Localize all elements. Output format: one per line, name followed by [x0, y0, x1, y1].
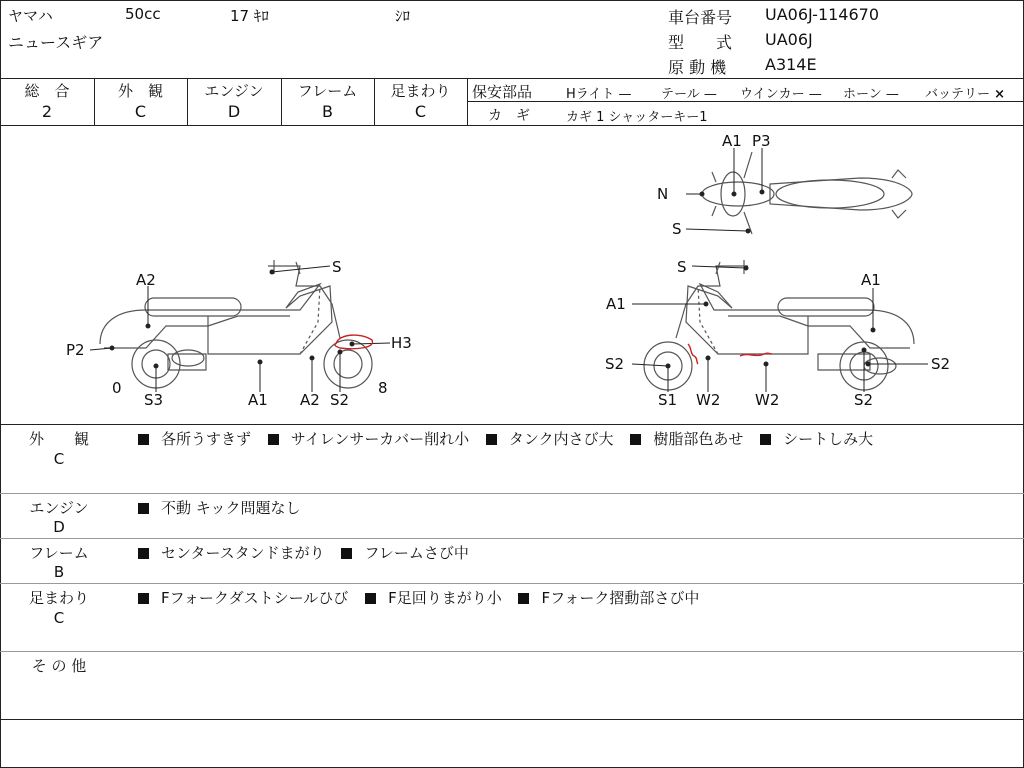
label-left-a1: A1 [248, 391, 268, 409]
grade-engine-value: D [227, 102, 241, 121]
displacement: 50cc [125, 5, 161, 23]
remarks-bottom-rule [0, 719, 1024, 720]
frame-no-label: 車台番号 [668, 8, 733, 27]
label-left-zero: 0 [112, 379, 122, 397]
label-top-p3: P3 [752, 132, 771, 150]
label-left-a2-top: A2 [136, 271, 156, 289]
safety-battery: バッテリー × [925, 87, 1006, 102]
remark-exterior-category: 外 観 [28, 430, 89, 448]
bullet-icon [518, 593, 529, 604]
label-right-s2-bottom: S2 [854, 391, 874, 409]
label-left-h3: H3 [391, 334, 412, 352]
label-top-n: N [657, 185, 669, 203]
safety-winker: ウインカー — [740, 87, 822, 102]
label-left-s-top: S [332, 258, 342, 276]
damage-diagram [0, 126, 1024, 423]
remark-suspension-items: Fフォークダストシールひび F足回りまがり小 Fフォーク摺動部さび中 [138, 587, 699, 608]
label-left-p2: P2 [66, 341, 85, 359]
label-right-s1: S1 [658, 391, 678, 409]
bullet-icon [138, 434, 149, 445]
key-value: カギ 1 シャッターキー1 [566, 110, 708, 125]
label-top-s: S [672, 220, 682, 238]
bullet-icon [138, 548, 149, 559]
bullet-icon [365, 593, 376, 604]
grade-overall-label: 総 合 [24, 82, 70, 100]
grade-frame-value: B [322, 102, 333, 121]
damage-mark-w2a [688, 344, 698, 364]
label-right-w2-b: W2 [755, 391, 780, 409]
remarks-rule [0, 583, 1024, 584]
bullet-icon [486, 434, 497, 445]
remark-exterior-grade: C [53, 450, 65, 468]
label-right-s2-right: S2 [931, 355, 951, 373]
label-right-w2-a: W2 [696, 391, 721, 409]
color: ｼﾛ [395, 7, 411, 25]
remark-frame-items: センタースタンドまがり フレームさび中 [138, 542, 469, 563]
label-left-s2: S2 [330, 391, 350, 409]
remarks-top-rule [0, 424, 1024, 425]
bullet-icon [138, 503, 149, 514]
grade-suspension-label: 足まわり [390, 82, 451, 100]
grade-exterior-label: 外 観 [117, 82, 163, 100]
mileage: 17 ｷﾛ [230, 7, 269, 25]
label-left-s3: S3 [144, 391, 164, 409]
remark-frame-grade: B [53, 563, 65, 581]
type-value: UA06J [765, 30, 813, 49]
grade-suspension-value: C [414, 102, 427, 121]
safety-horn: ホーン — [843, 87, 899, 102]
key-label: カ ギ [488, 108, 530, 124]
label-right-s2-left: S2 [605, 355, 625, 373]
maker: ヤマハ [8, 7, 53, 25]
label-left-a2-bottom: A2 [300, 391, 320, 409]
remarks-rule [0, 538, 1024, 539]
remark-engine-grade: D [53, 518, 65, 536]
model-name: ニュースギア [8, 33, 104, 52]
bullet-icon [341, 548, 352, 559]
remark-engine-category: エンジン [29, 499, 89, 517]
safety-tail: テール — [661, 87, 717, 102]
frame-no: UA06J-114670 [765, 5, 880, 24]
grade-exterior-value: C [134, 102, 147, 121]
remark-engine-items: 不動 キック問題なし [138, 497, 300, 518]
remark-exterior-items: 各所うすきず サイレンサーカバー削れ小 タンク内さび大 樹脂部色あせ シートしみ大 [138, 428, 873, 449]
label-right-s-top: S [677, 258, 687, 276]
bullet-icon [630, 434, 641, 445]
label-right-a1-top: A1 [861, 271, 881, 289]
label-top-a1: A1 [722, 132, 742, 150]
engine-model: A314E [765, 55, 817, 74]
bullet-icon [760, 434, 771, 445]
damage-mark-h3 [335, 335, 373, 349]
bullet-icon [268, 434, 279, 445]
remark-frame-category: フレーム [29, 544, 89, 562]
grade-engine-label: エンジン [204, 82, 264, 100]
safety-headlight: Hライト — [566, 87, 632, 102]
remarks-rule [0, 651, 1024, 652]
safety-label: 保安部品 [472, 83, 533, 101]
remarks-rule [0, 493, 1024, 494]
grade-frame-label: フレーム [297, 82, 358, 100]
remark-suspension-grade: C [53, 609, 65, 627]
label-left-eight: 8 [378, 379, 388, 397]
grade-overall-value: 2 [41, 102, 53, 121]
remark-suspension-category: 足まわり [28, 589, 89, 607]
remark-other-category: そ の 他 [31, 657, 87, 675]
grade-table-top-rule [0, 78, 1024, 79]
engine-label: 原 動 機 [668, 58, 727, 77]
type-label: 型 式 [668, 33, 733, 52]
label-right-a1-left: A1 [606, 295, 626, 313]
bullet-icon [138, 593, 149, 604]
